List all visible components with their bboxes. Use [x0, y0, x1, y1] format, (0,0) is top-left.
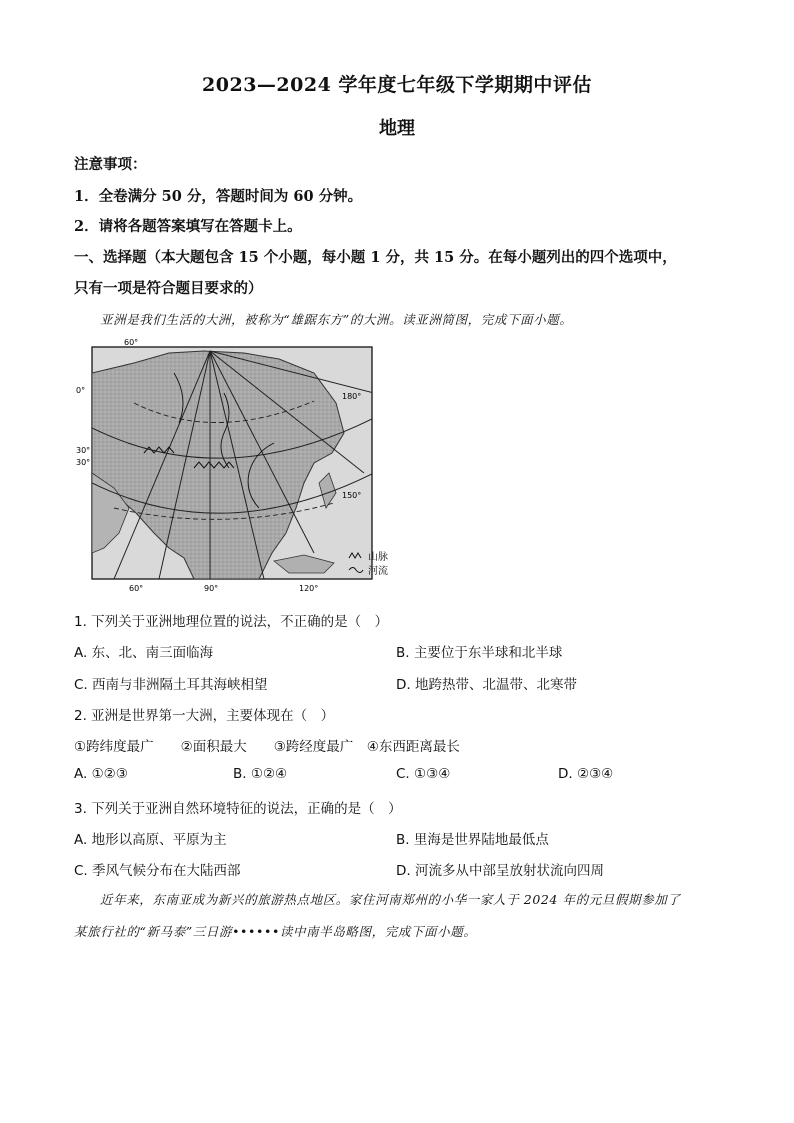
lat-label-0: 0° [76, 386, 86, 395]
q1-option-d[interactable]: D. 地跨热带、北温带、北寒带 [396, 677, 577, 693]
lat-label-30a: 30° [76, 446, 91, 455]
q3-option-d[interactable]: D. 河流多从中部呈放射状流向四周 [396, 863, 604, 879]
q3-option-b[interactable]: B. 里海是世界陆地最低点 [396, 832, 549, 848]
notes-heading: 注意事项： [74, 156, 147, 173]
section-heading-line2: 只有一项是符合题目要求的） [74, 280, 263, 297]
q3-option-c[interactable]: C. 季风气候分布在大陆西部 [74, 863, 241, 879]
note-item-2: 2．请将各题答案填写在答题卡上。 [74, 218, 302, 235]
q2-option-d[interactable]: D. ②③④ [558, 766, 614, 782]
note-item-1: 1．全卷满分 50 分，答题时间为 60 分钟。 [74, 188, 363, 205]
section-heading-line1: 一、选择题（本大题包含 15 个小题，每小题 1 分，共 15 分。在每小题列出的四个选项中， [74, 249, 677, 266]
lon-label-180: 180° [342, 392, 362, 401]
question-1-stem: 1. 下列关于亚洲地理位置的说法，不正确的是（ ） [74, 614, 389, 630]
question-2-statements: ①跨纬度最广 ②面积最大 ③跨经度最广 ④东西距离最长 [74, 739, 460, 755]
river-legend-icon [348, 564, 364, 574]
q1-option-a[interactable]: A. 东、北、南三面临海 [74, 645, 214, 661]
exam-title: 2023—2024 学年度七年级下学期期中评估 [202, 74, 592, 96]
question-3-stem: 3. 下列关于亚洲自然环境特征的说法，正确的是（ ） [74, 801, 402, 817]
intro-southeast-asia-line2: 某旅行社的“新马泰”三日游••••••读中南半岛略图，完成下面小题。 [74, 924, 477, 939]
lat-label-30b: 30° [76, 458, 91, 467]
lon-label-120: 120° [299, 584, 319, 593]
q2-option-c[interactable]: C. ①③④ [396, 766, 451, 782]
lon-label-60-top: 60° [124, 338, 139, 347]
map-legend [348, 548, 408, 578]
legend-mountain-label: 山脉 [368, 552, 388, 563]
q2-option-a[interactable]: A. ①②③ [74, 766, 128, 782]
lon-label-90: 90° [204, 584, 219, 593]
subject-title: 地理 [379, 118, 415, 139]
legend-river-label: 河流 [368, 566, 388, 577]
intro-southeast-asia-line1: 近年来，东南亚成为新兴的旅游热点地区。家住河南郑州的小华一家人于 2024 年的元旦假期参加了 [100, 892, 681, 907]
lon-label-60: 60° [129, 584, 144, 593]
q1-option-b[interactable]: B. 主要位于东半球和北半球 [396, 645, 563, 661]
mountain-legend-icon [348, 550, 364, 560]
q1-option-c[interactable]: C. 西南与非洲隔土耳其海峡相望 [74, 677, 268, 693]
q2-option-b[interactable]: B. ①②④ [233, 766, 288, 782]
q3-option-a[interactable]: A. 地形以高原、平原为主 [74, 832, 227, 848]
intro-asia: 亚洲是我们生活的大洲，被称为“雄踞东方”的大洲。读亚洲简图，完成下面小题。 [100, 312, 573, 327]
lon-label-150: 150° [342, 491, 362, 500]
question-2-stem: 2. 亚洲是世界第一大洲，主要体现在（ ） [74, 708, 335, 724]
